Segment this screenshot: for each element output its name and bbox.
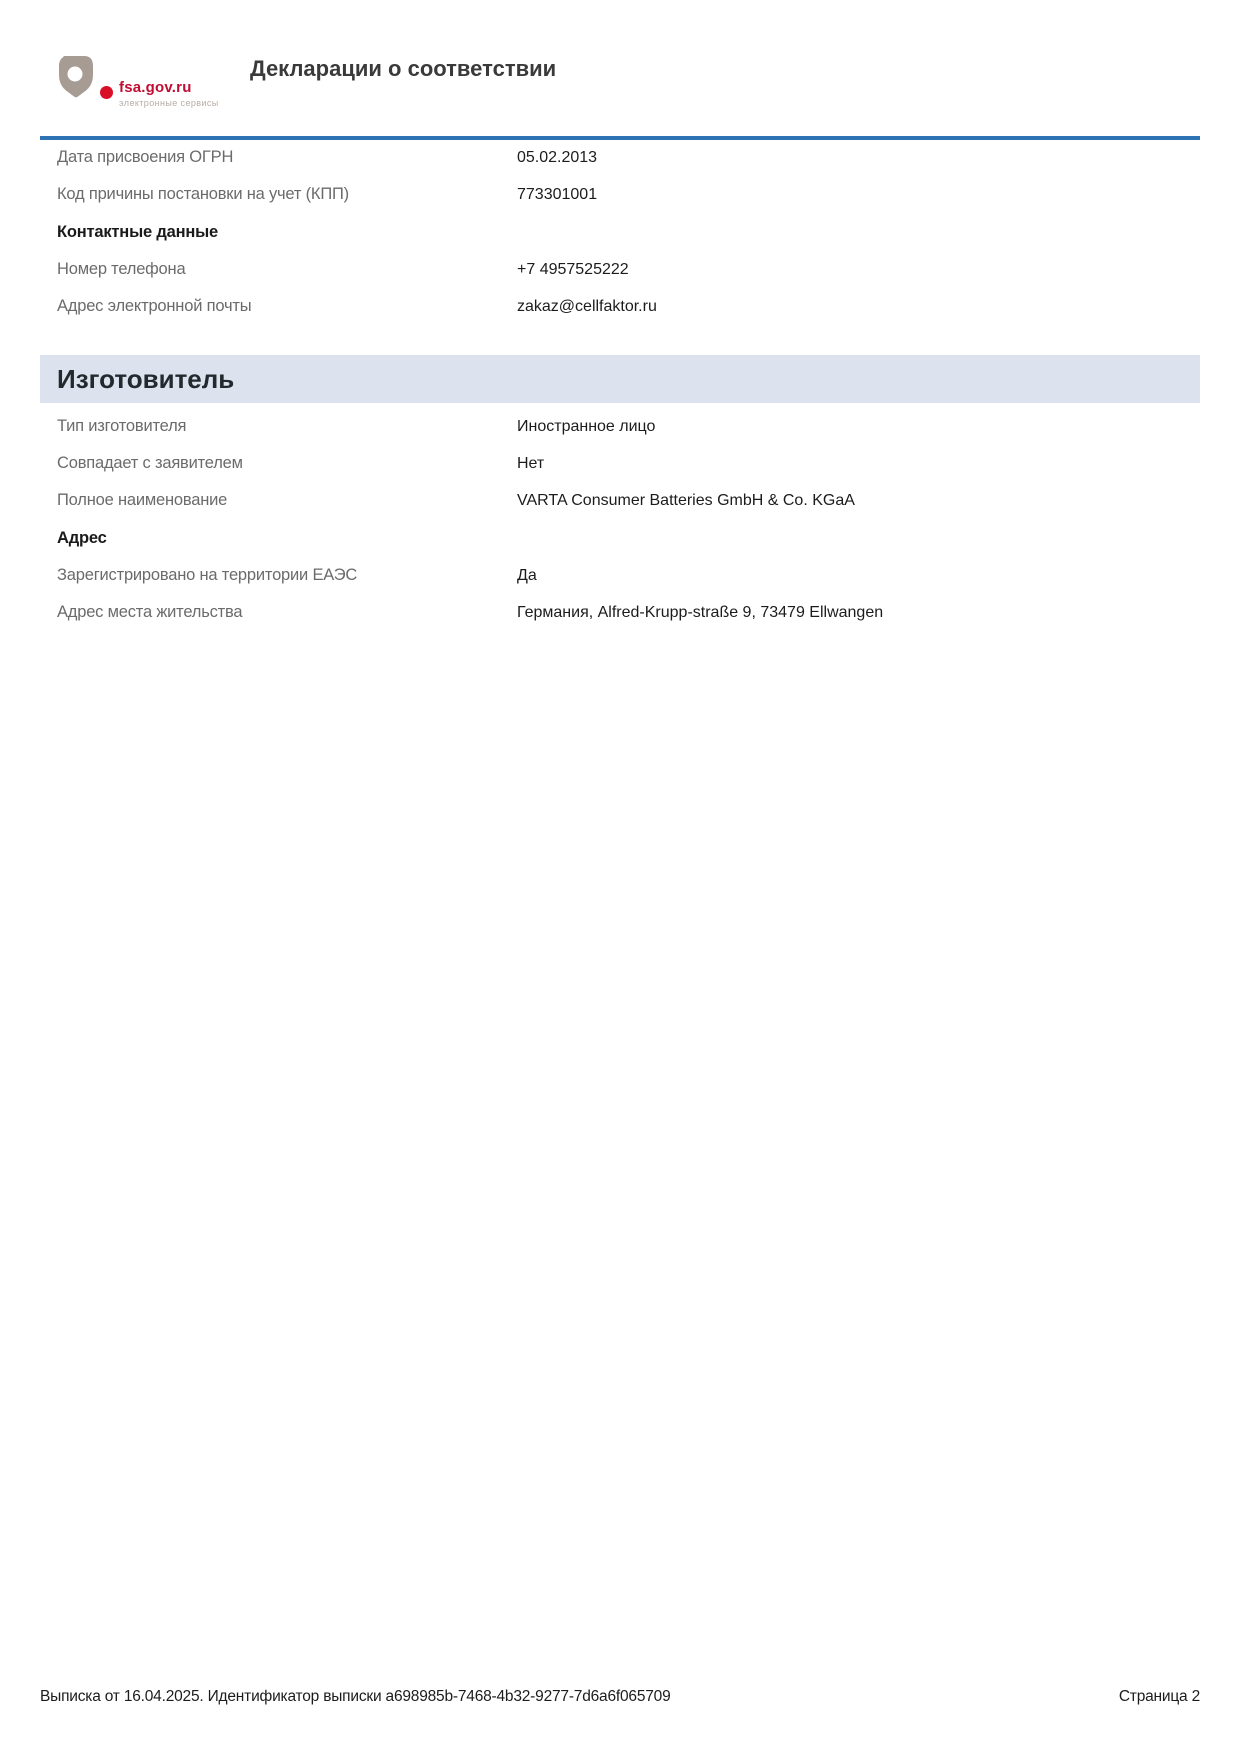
field-label: Совпадает с заявителем [57,454,243,472]
address-heading: Адрес [57,529,107,547]
page-title: Декларации о соответствии [250,56,557,81]
extract-info: Выписка от 16.04.2025. Идентификатор выписки a698985b-7468-4b32-9277-7d6a6f065709 [40,1688,671,1705]
field-label: Дата присвоения ОГРН [57,148,234,166]
section-title: Изготовитель [57,363,235,394]
field-label: Тип изготовителя [57,417,187,435]
table-row-full-name [57,489,1200,512]
field-label: Адрес электронной почты [57,297,252,315]
contact-data-heading: Контактные данные [57,223,218,241]
table-row-same-as-applicant [57,452,1200,475]
table-row-manufacturer-type [57,415,1200,438]
field-value: Да [517,567,537,584]
table-row-eaeu-registered [57,564,1200,587]
page-number: Страница 2 [1118,1688,1200,1705]
manufacturer-table [57,415,1200,638]
field-value: Иностранное лицо [517,418,656,435]
manufacturer-section-header [40,355,1200,403]
page-footer [40,1688,1200,1706]
field-value: VARTA Consumer Batteries GmbH & Co. KGaA [517,492,855,509]
field-value: Нет [517,455,545,472]
field-label: Адрес места жительства [57,603,243,621]
registry-table [57,146,1200,332]
fsa-logo [58,55,258,111]
fsa-shield-a-icon [58,55,94,99]
table-row-residence-address [57,601,1200,624]
field-value: +7 4957525222 [517,261,629,278]
logo-red-dot-icon [100,86,113,99]
header-divider [40,136,1200,140]
logo-site-text: fsa.gov.ru [119,79,192,96]
field-value: 773301001 [517,186,598,203]
table-row-ogrn-date [57,146,1200,169]
table-row-email [57,295,1200,318]
table-row-kpp [57,183,1200,206]
field-label: Зарегистрировано на территории ЕАЭС [57,566,358,584]
logo-tagline: электронные сервисы [119,98,219,108]
field-label: Номер телефона [57,260,186,278]
field-value: zakaz@cellfaktor.ru [517,298,657,315]
field-value: 05.02.2013 [517,149,598,166]
field-label: Код причины постановки на учет (КПП) [57,185,349,203]
field-label: Полное наименование [57,491,228,509]
table-row-phone [57,258,1200,281]
field-value: Германия, Alfred-Krupp-straße 9, 73479 Ellwangen [517,604,884,621]
